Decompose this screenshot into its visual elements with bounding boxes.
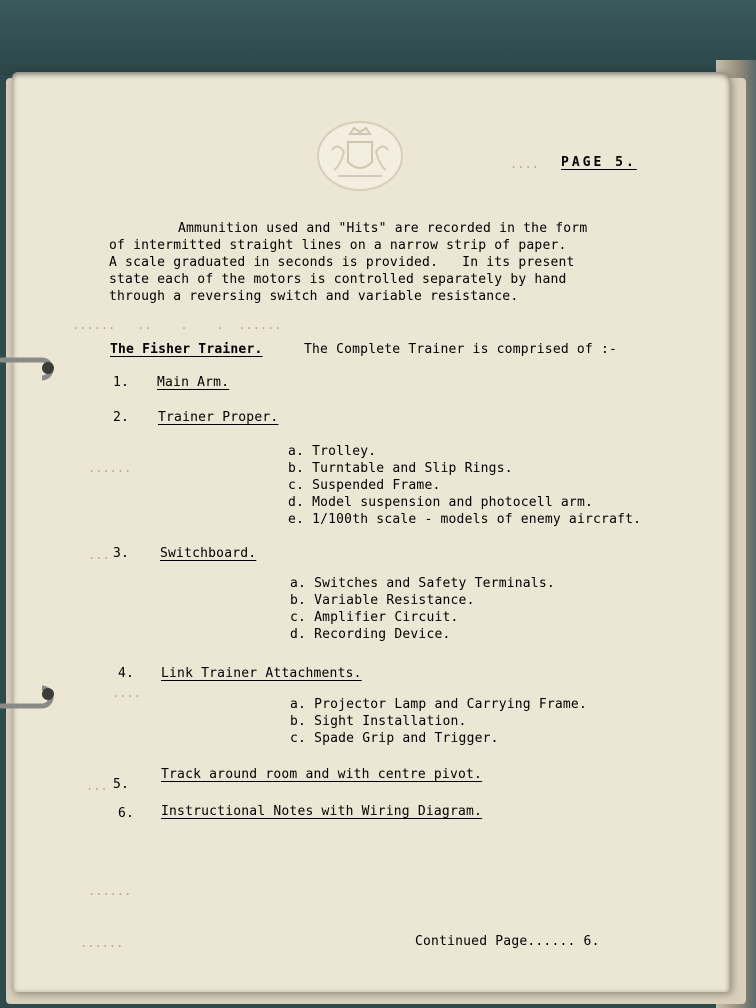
- sub-item: b. Sight Installation.: [290, 714, 467, 729]
- dot-leader: ....: [112, 686, 141, 700]
- item-number: 6.: [118, 806, 135, 821]
- intro-line: A scale graduated in seconds is provided. In its present: [109, 255, 575, 270]
- item-label: Instructional Notes with Wiring Diagram.: [161, 804, 483, 819]
- intro-line: of intermitted straight lines on a narrow strip of paper.: [109, 238, 567, 253]
- sub-item: c. Suspended Frame.: [288, 478, 441, 493]
- dot-leader: ...: [88, 548, 110, 562]
- dot-leader: ...: [86, 779, 108, 793]
- sub-item: a. Switches and Safety Terminals.: [290, 576, 555, 591]
- intro-line: state each of the motors is controlled separately by hand: [109, 272, 567, 287]
- dot-leader: ...... .. . . ......: [72, 318, 282, 332]
- item-number: 5.: [113, 777, 130, 792]
- dot-leader: ......: [80, 936, 124, 950]
- item-number: 4.: [118, 666, 135, 681]
- sub-item: d. Model suspension and photocell arm.: [288, 495, 594, 510]
- document-page: [12, 72, 730, 992]
- item-label: Main Arm.: [157, 375, 230, 390]
- binder-ring-icon: [0, 680, 60, 714]
- item-label: Track around room and with centre pivot.: [161, 767, 483, 782]
- binder-ring-icon: [0, 348, 60, 382]
- section-subtitle: The Complete Trainer is comprised of :-: [304, 342, 618, 357]
- item-label: Switchboard.: [160, 546, 257, 561]
- dot-leader: ......: [88, 461, 132, 475]
- sub-item: b. Variable Resistance.: [290, 593, 475, 608]
- sub-item: e. 1/100th scale - models of enemy aircraft.: [288, 512, 642, 527]
- binder-cover-top: [0, 0, 756, 75]
- sub-item: c. Spade Grip and Trigger.: [290, 731, 499, 746]
- item-number: 2.: [113, 410, 130, 425]
- sub-item: c. Amplifier Circuit.: [290, 610, 459, 625]
- continued-page-note: Continued Page...... 6.: [415, 934, 600, 949]
- sub-item: a. Trolley.: [288, 444, 377, 459]
- item-number: 3.: [113, 546, 130, 561]
- item-label: Trainer Proper.: [158, 410, 279, 425]
- item-number: 1.: [113, 375, 130, 390]
- item-label: Link Trainer Attachments.: [161, 666, 362, 681]
- section-title: The Fisher Trainer.: [110, 342, 263, 357]
- embossed-crest-icon: [316, 120, 404, 192]
- intro-line: through a reversing switch and variable resistance.: [109, 289, 519, 304]
- intro-line: Ammunition used and "Hits" are recorded in the form: [178, 221, 588, 236]
- sub-item: d. Recording Device.: [290, 627, 451, 642]
- dot-leader: ......: [88, 884, 132, 898]
- sub-item: a. Projector Lamp and Carrying Frame.: [290, 697, 587, 712]
- dot-leader: ....: [510, 157, 539, 171]
- page-number-header: PAGE 5.: [561, 155, 637, 170]
- sub-item: b. Turntable and Slip Rings.: [288, 461, 513, 476]
